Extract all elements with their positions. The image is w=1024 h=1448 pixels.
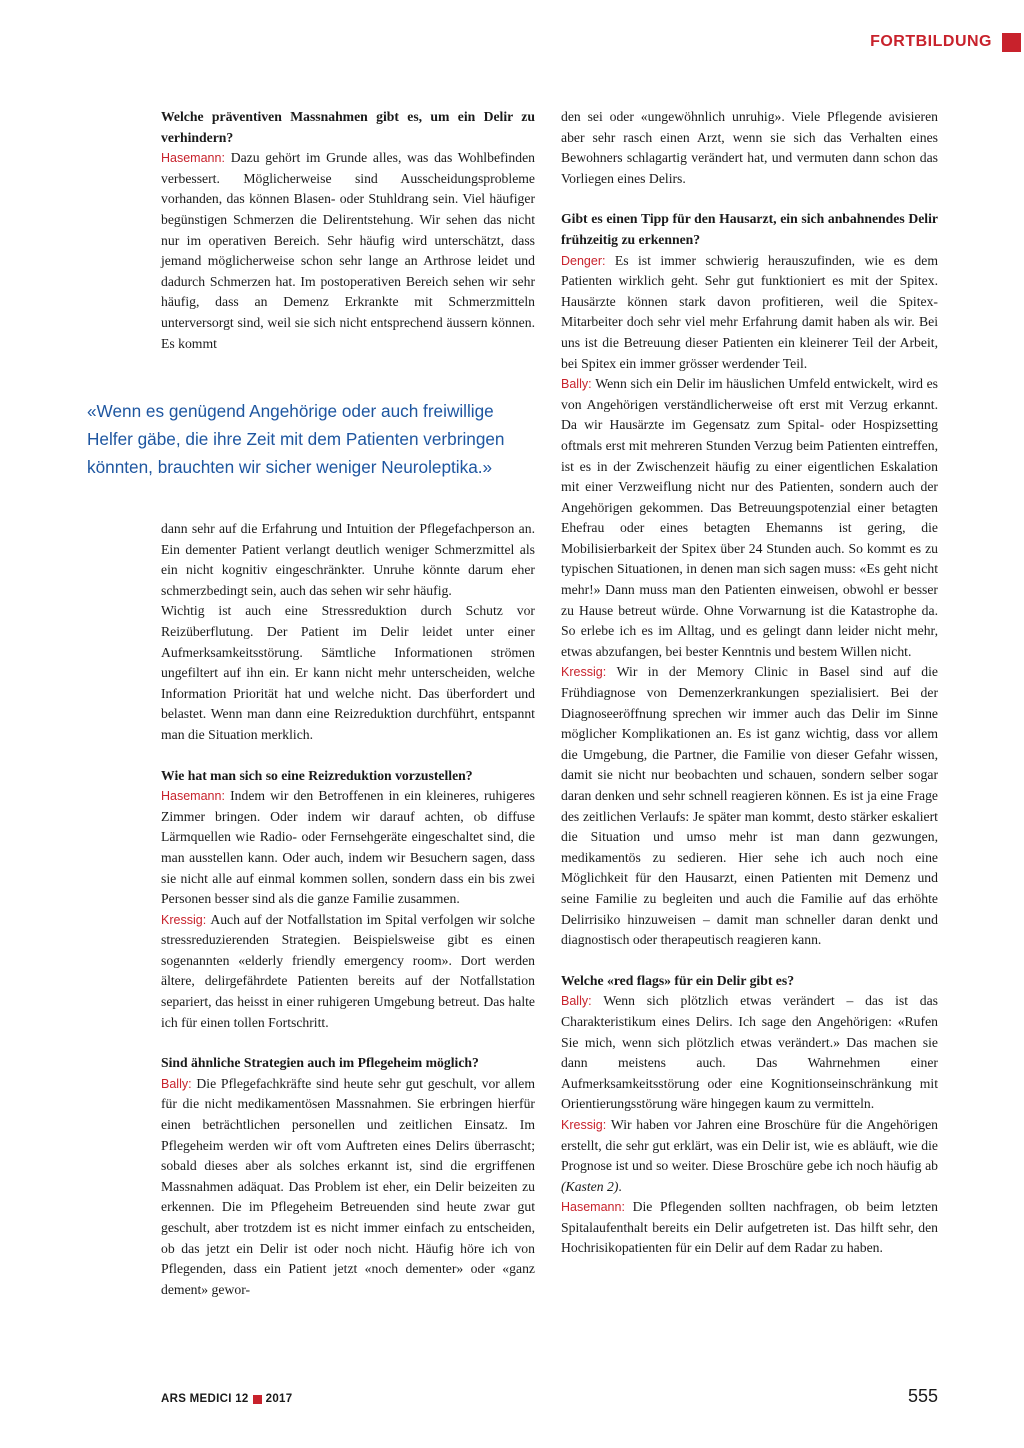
footer-journal [161,1393,292,1405]
speaker-name: Denger [561,253,602,268]
speaker-name: Kressig [161,912,203,927]
speaker-name: Kressig [561,1117,603,1132]
answer-text: Es ist immer schwierig herauszufinden, wie es dem Patienten wirklich geht. Sehr gut funktioniert es mit der Spitex. Hausärzte können stark davon profitieren, weil die Spitex-Mitarbeiter doch sehr viel mehr Erfahrung damit haben als wir. Bei uns ist die Betreuung dieser Patienten ein kleinerer Teil der Arbeit, bei Spitex ein immer grösser werdender Teil. [561,252,938,371]
footer-marker-square [253,1395,262,1404]
body-paragraph: Wichtig ist auch eine Stressreduktion durch Schutz vor Reizüberflutung. Der Patient im Delir leidet unter einer Aufmerksamkeitsstörung. Sämtliche Informationen strömen ungefiltert auf ihn ein. Er kann nicht mehr unterscheiden, welche Information Priorität hat und welche nicht. Das überfordert und belastet. Wenn man dann eine Reizreduktion durchführt, entspannt man die Situation merklich. [161,603,535,742]
answer-paragraph: Hasemann: Indem wir den Betroffenen in ein kleineres, ruhigeres Zimmer bringen. Oder indem wir darauf achten, ob diffuse Lärmquellen wie Radio- oder Fernsehgeräte eingeschaltet sind, die man ausstellen kann. Oder auch, indem wir Besuchern sagen, dass sie nicht alle auf einmal kommen sollen, sondern dass ein bis zwei Personen besser sind als die ganze Familie zusammen. [161,788,535,907]
answer-paragraph: Hasemann: Die Pflegenden sollten nachfragen, ob beim letzten Spitalaufenthalt bereits ein Delir aufgetreten ist. Das hilft sehr, den Hochrisikopatienten für ein Delir auf dem Radar zu haben. [561,1199,938,1256]
answer-paragraph: Kressig: Auch auf der Notfallstation im Spital verfolgen wir solche stressreduzierenden Strategien. Beispielsweise gibt es einen sogenannten «elderly friendly emergency room». Dort werden ältere, delirgefährdete Patienten bereits auf der Notfallstation separiert, das heisst in einer ruhigeren Umgebung betreut. Das halte ich für einen tollen Fortschritt. [161,911,535,1030]
box-reference: (Kasten 2) [561,1178,619,1194]
speaker-name: Hasemann [561,1200,622,1215]
answer-text: Wenn sich ein Delir im häuslichen Umfeld entwickelt, wird es von Angehörigen verständlicherweise oft erst mit Verzug erkannt. Da wir Hausärzte im Gegensatz zum Spital- oder Hospizsetting oftmals erst mit mehreren Stunden Verzug beim Patienten eintreffen, ist es in der Zwischenzeit häufig zu einer eigentlichen Eskalation mit einer Verzweiflung nicht nur des Patienten, sondern auch der Angehörigen gekommen. Das Betreuungspotenzial einer betagten Ehefrau oder eines betagten Ehemanns ist gering, die Mobilisierbarkeit der Spitex über 24 Stunden auch. So kommt es zu typischen Situationen, in denen man sich sagen muss: «Es geht nicht mehr!» Dann muss man den Patienten einweisen, obwohl er besser zu Hause betreut würde. Ohne Vorwarnung ist die Katastrophe da. So erlebe ich es im Alltag, und es gelingt dann leider nicht mehr, etwas abzufangen, bei bester Kenntnis und bestem Willen nicht. [561,376,938,659]
question-heading: Sind ähnliche Strategien auch im Pflegeheim möglich? [161,1055,479,1071]
left-column-top [161,107,535,354]
speaker-name: Hasemann [161,789,222,804]
answer-text: Die Pflegenden sollten nachfragen, ob beim letzten Spitalaufenthalt bereits ein Delir aufgetreten ist. Das hilft sehr, den Hochrisikopatienten für ein Delir auf dem Radar zu haben. [561,1199,938,1256]
answer-paragraph: Hasemann: Dazu gehört im Grunde alles, was das Wohlbefinden verbessert. Möglicherweise sind Ausscheidungsprobleme vorhanden, das können Blasen- oder Stuhldrang sein. Viel häufiger begünstigen Schmerzen die Delirentstehung. Wir sehen das nicht nur im operativen Bereich. Sehr häufig wird unterschätzt, dass jemand möglicherweise schon sehr lange an Arthrose leidet und dadurch Schmerzen hat. Im postoperativen Bereich sehen wir sehr häufig, dass an Demenz Erkrankte mit Schmerzmitteln unterversorgt sind, weil sie sich nicht entsprechend äussern können. Es kommt [161,150,535,351]
answer-paragraph: Bally: Wenn sich ein Delir im häuslichen Umfeld entwickelt, wird es von Angehörigen verständlicherweise oft erst mit Verzug erkannt. Da wir Hausärzte im Gegensatz zum Spital- oder Hospizsetting oftmals erst mit mehreren Stunden Verzug beim Patienten eintreffen, ist es in der Zwischenzeit häufig zu einer eigentlichen Eskalation mit einer Verzweiflung nicht nur des Patienten, sondern auch der Angehörigen gekommen. Das Betreuungspotenzial einer betagten Ehefrau oder eines betagten Ehemanns ist gering, die Mobilisierbarkeit der Spitex über 24 Stunden auch. So kommt es zu typischen Situationen, in denen man sich sagen muss: «Es geht nicht mehr!» Dann muss man den Patienten einweisen, obwohl er besser zu Hause betreut würde. Ohne Vorwarnung ist die Katastrophe da. So erlebe ich es im Alltag, und es gelingt dann leider nicht mehr, etwas abzufangen, bei bester Kenntnis und bestem Willen nicht. [561,376,938,659]
answer-paragraph: Kressig: Wir haben vor Jahren eine Broschüre für die Angehörigen erstellt, die sehr gut erklärt, was ein Delir ist, wie es abläuft, wie die Prognose ist und so weiter. Diese Broschüre gebe ich noch häufig ab (Kasten 2). [561,1116,938,1194]
question-heading: Welche präventiven Massnahmen gibt es, um ein Delir zu verhindern? [161,109,535,145]
answer-text: Wenn sich plötzlich etwas verändert – das ist das Charakteristikum eines Delirs. Ich sage den Angehörigen: «Rufen Sie mich, wenn sich plötzlich etwas verändert.» Das machen sie dann meistens auch. Das Wahrnehmen einer Aufmerksamkeitsstörung oder eine Kognitionseinschränkung mit Orientierungsstörung wäre hingegen kaum zu vermitteln. [561,993,938,1112]
pull-quote: «Wenn es genügend Angehörige oder auch freiwillige Helfer gäbe, die ihre Zeit mit dem Patienten verbringen könnten, brauchten wir sicher weniger Neuroleptika.» [87,401,505,477]
answer-paragraph: Bally: Die Pflegefachkräfte sind heute sehr gut geschult, vor allem für die nicht medikamentösen Massnahmen. Sie erbringen hierfür einen beträchtlichen personellen und zeitlichen Einsatz. Im Pflegeheim werden wir oft vom Auftreten eines Delirs überrascht; sobald dieses aber als solches erkannt ist, sind die ergriffenen Massnahmen adäquat. Das Problem ist eher, ein Delir beizeiten zu erkennen. Die im Pflegeheim Betreuenden sind heute zwar gut geschult, aber trotzdem ist es nicht immer einfach zu entscheiden, ob das jetzt ein Delir ist oder noch nicht. Häufig höre ich von Pflegenden, dass ein Patient jetzt «noch dementer» oder «ganz dement» gewor- [161,1075,535,1297]
answer-text: Dazu gehört im Grunde alles, was das Wohlbefinden verbessert. Möglicherweise sind Ausscheidungsprobleme vorhanden, das können Blasen- oder Stuhldrang sein. Viel häufiger begünstigen Schmerzen die Delirentstehung. Wir sehen das nicht nur im operativen Bereich. Sehr häufig wird unterschätzt, dass jemand möglicherweise schon sehr lange an Arthrose leidet und dadurch Schmerzen hat. Im postoperativen Bereich sehen wir sehr häufig, dass an Demenz Erkrankte mit Schmerzmitteln unterversorgt sind, weil sie sich nicht entsprechend äussern können. Es kommt [161,150,535,351]
section-marker-block [1002,33,1021,52]
speaker-name: Bally [161,1076,189,1091]
answer-text: Wir haben vor Jahren eine Broschüre für die Angehörigen erstellt, die sehr gut erklärt, was ein Delir ist, wie es abläuft, wie die Prognose ist und so weiter. Diese Broschüre gebe ich noch häufig ab [561,1116,938,1174]
body-paragraph: dann sehr auf die Erfahrung und Intuition der Pflegefachperson an. Ein dementer Patient verlangt deutlich weniger Schmerzmittel als ein nicht kognitiv eingeschränkter. Unruhe könnte darum eher schmerzbedingt sein, auch das sehen wir sehr häufig. [161,521,535,598]
answer-text: Auch auf der Notfallstation im Spital verfolgen wir solche stressreduzierenden Strategien. Beispielsweise gibt es einen sogenannten «elderly friendly emergency room». Dort werden ältere, delirgefährdete Patienten bereits auf der Notfallstation separiert, das heisst in einer ruhigeren Umgebung betreut. Das halte ich für einen tollen Fortschritt. [161,911,535,1030]
answer-paragraph: Denger: Es ist immer schwierig herauszufinden, wie es dem Patienten wirklich geht. Sehr gut funktioniert es mit der Spitex. Hausärzte können stark davon profitieren, weil die Spitex-Mitarbeiter doch sehr viel mehr Erfahrung damit haben als wir. Bei uns ist die Betreuung dieser Patienten ein kleinerer Teil der Arbeit, bei Spitex ein immer grösser werdender Teil. [561,252,938,371]
section-title: FORTBILDUNG [870,33,992,50]
question-heading: Gibt es einen Tipp für den Hausarzt, ein sich anbahnendes Delir frühzeitig zu erkennen? [561,211,938,247]
speaker-name: Bally [561,994,589,1009]
section-header [870,30,1024,54]
answer-paragraph: Bally: Wenn sich plötzlich etwas verändert – das ist das Charakteristikum eines Delirs. Ich sage den Angehörigen: «Rufen Sie mich, wenn sich plötzlich etwas verändert.» Das machen sie dann meistens auch. Das Wahrnehmen einer Aufmerksamkeitsstörung oder eine Kognitionseinschränkung mit Orientierungsstörung wäre hingegen kaum zu vermitteln. [561,993,938,1112]
answer-paragraph: Kressig: Wir in der Memory Clinic in Basel sind auf die Frühdiagnose von Demenzerkrankungen spezialisiert. Bei der Diagnoseeröffnung sprechen wir immer auch das Delir im Sinne möglicher Komplikationen an. Es ist ganz wichtig, dass vor allem die Umgebung, die Partner, die Familie von dieser Gefahr wissen, damit sie nicht nur beobachten und schauen, sondern selber sogar daran denken und sehr schnell reagieren können. Es ist ja eine Frage des zeitlichen Verlaufs: Je später man kommt, desto stärker eskaliert die Situation und umso mehr ist man dann gezwungen, medikamentös zu sedieren. Hier sehe ich auch noch eine Möglichkeit für den Hausarzt, einen Patienten mit Demenz und seine Familie zu begleiten und auch die Familie auf das erhöhte Delirrisiko hinzuweisen – damit man schneller daran denkt und diagnostisch oder therapeutisch reagieren kann. [561,664,938,948]
speaker-name: Hasemann [161,151,222,166]
answer-text: Die Pflegefachkräfte sind heute sehr gut geschult, vor allem für die nicht medikamentösen Massnahmen. Sie erbringen hierfür einen beträchtlichen personellen und zeitlichen Einsatz. Im Pflegeheim werden wir oft vom Auftreten eines Delirs überrascht; sobald dieses aber als solches erkannt ist, sind die ergriffenen Massnahmen adäquat. Das Problem ist eher, ein Delir beizeiten zu erkennen. Die im Pflegeheim Betreuenden sind heute zwar gut geschult, aber trotzdem ist es nicht immer einfach zu entscheiden, ob das jetzt ein Delir ist oder noch nicht. Häufig höre ich von Pflegenden, dass ein Patient jetzt «noch dementer» oder «ganz dement» gewor- [161,1075,535,1297]
journal-name: ARS MEDICI 12 [161,1393,249,1405]
speaker-name: Kressig [561,665,603,680]
body-paragraph: den sei oder «ungewöhnlich unruhig». Viele Pflegende avisieren aber sehr rasch einen Arzt, wenn sie sich das Verhalten eines Bewohners schlagartig verändert hat, und vermuten dann schon das Vorliegen eines Delirs. [561,109,938,186]
answer-text: Wir in der Memory Clinic in Basel sind auf die Frühdiagnose von Demenzerkrankungen spezialisiert. Bei der Diagnoseeröffnung sprechen wir immer auch das Delir im Sinne möglicher Komplikationen an. Es ist ganz wichtig, dass vor allem die Umgebung, die Partner, die Familie von dieser Gefahr wissen, damit sie nicht nur beobachten und schauen, sondern selber sogar daran denken und sehr schnell reagieren können. Es ist ja eine Frage des zeitlichen Verlaufs: Je später man kommt, desto stärker eskaliert die Situation und umso mehr ist man dann gezwungen, medikamentös zu sedieren. Hier sehe ich auch noch eine Möglichkeit für den Hausarzt, einen Patienten mit Demenz und seine Familie zu begleiten und auch die Familie auf das erhöhte Delirrisiko hinzuweisen – damit man schneller daran denkt und diagnostisch oder therapeutisch reagieren kann. [561,664,938,948]
question-heading: Wie hat man sich so eine Reizreduktion vorzustellen? [161,767,473,783]
answer-text: Indem wir den Betroffenen in ein kleineres, ruhigeres Zimmer bringen. Oder indem wir darauf achten, ob diffuse Lärmquellen wie Radio- oder Fernsehgeräte eingeschaltet sind, die man ausstellen kann. Oder auch, indem wir Besuchern sagen, dass sie nicht alle auf einmal kommen sollen, sondern dass ein bis zwei Personen besser sind als die ganze Familie zusammen. [161,788,535,907]
journal-year: 2017 [265,1393,293,1405]
question-heading: Welche «red flags» für ein Delir gibt es? [561,972,795,988]
page-number: 555 [907,1386,938,1406]
speaker-name: Bally [561,377,589,392]
right-column [561,107,938,1259]
left-column-bottom [161,519,535,1300]
